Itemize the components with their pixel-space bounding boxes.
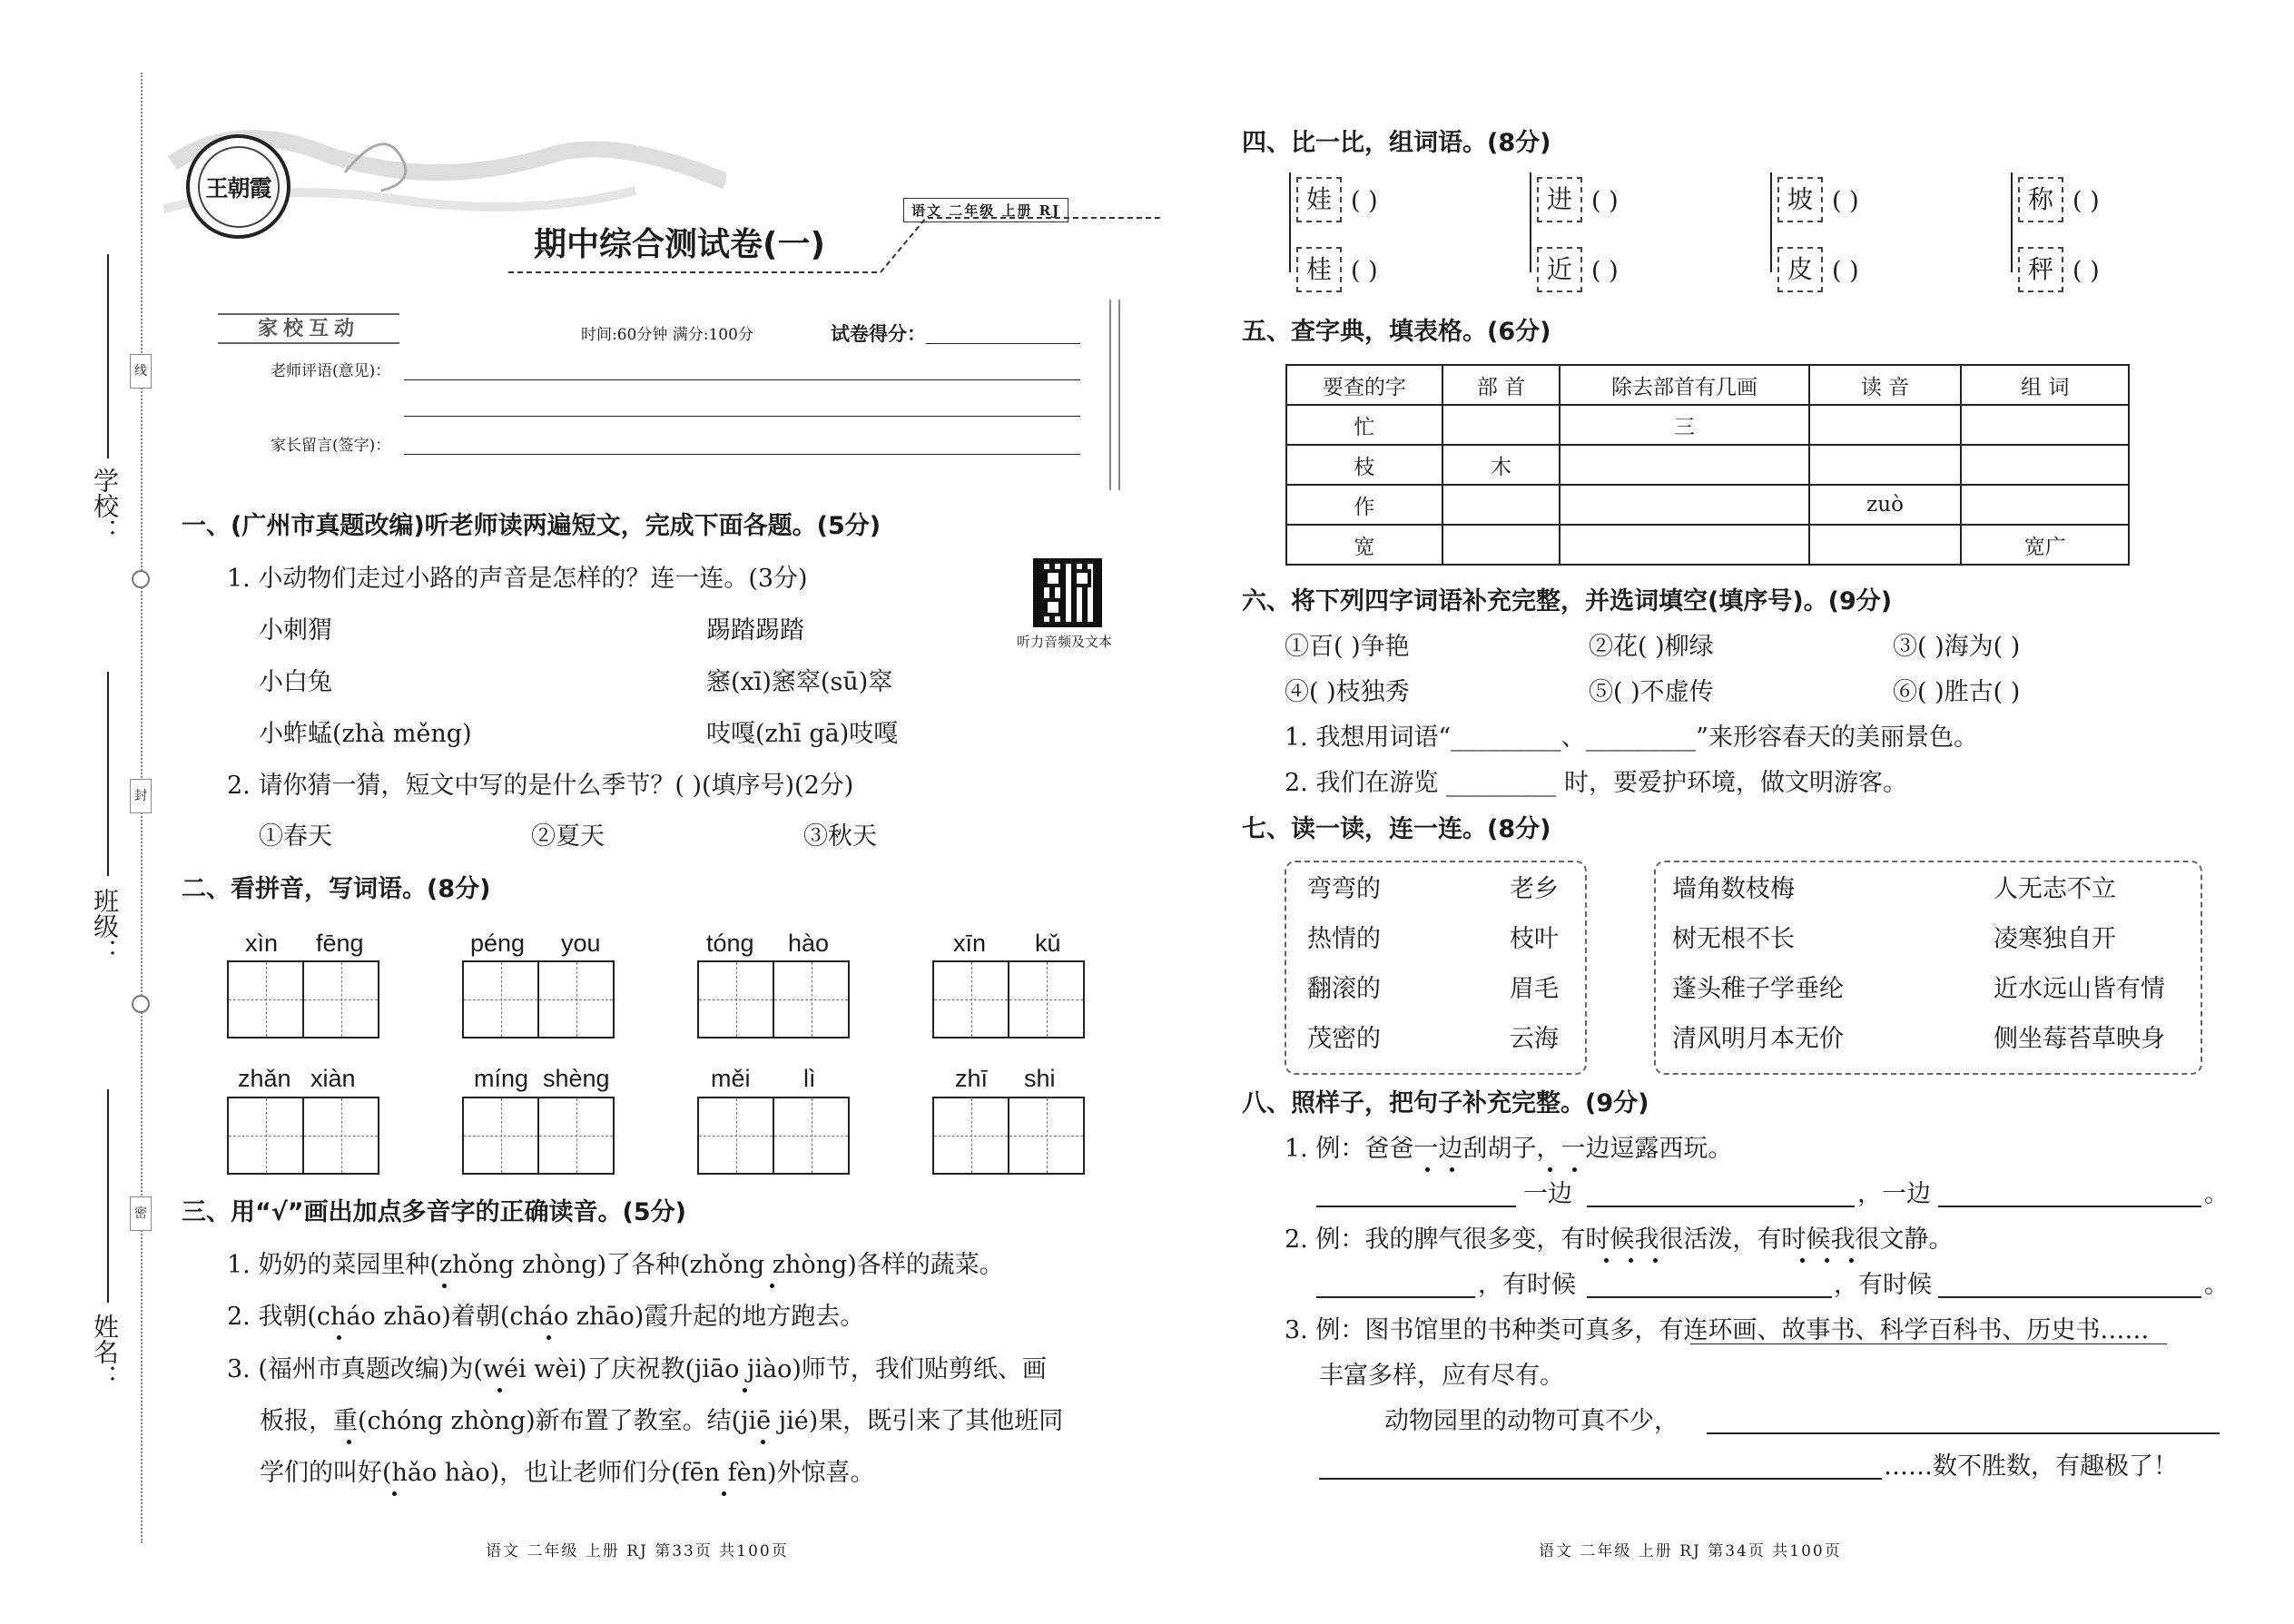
q8-connector: ，一边 <box>1857 1180 1931 1208</box>
qr-caption: 听力音频及文本 <box>1017 634 1113 650</box>
page-footer: 语文 二年级 上册 RJ 第33页 共100页 <box>486 1542 789 1560</box>
q1-right-item: 吱嘎(zhī gā)吱嘎 <box>706 720 899 748</box>
q6-sentence[interactable]: 2. 我们在游览 _________ 时，要爱护环境，做文明游客。 <box>1285 769 1908 797</box>
qr-code[interactable] <box>1033 558 1102 627</box>
group-bracket <box>2011 172 2013 272</box>
emphasis-dot <box>722 1491 726 1496</box>
char-box: 娃 <box>1296 177 1342 222</box>
idiom-item[interactable]: ⑥( )胜古( ) <box>1893 678 2021 706</box>
group-bracket <box>1530 172 1531 272</box>
family-school-badge: 家校互动 <box>218 313 399 344</box>
answer-paren[interactable]: ( ) <box>1832 187 1859 215</box>
answer-paren[interactable]: ( ) <box>1591 187 1619 215</box>
binding-hole <box>132 570 150 588</box>
table-header-row <box>1286 365 2129 405</box>
pinyin: you <box>561 930 601 957</box>
writing-grid[interactable] <box>932 1097 1085 1175</box>
name-label: 姓名： <box>90 1314 120 1390</box>
answer-paren[interactable]: ( ) <box>1832 257 1859 285</box>
table-row <box>1286 485 2129 525</box>
q2-title: 二、看拼音，写词语。(8分) <box>182 875 491 903</box>
comment-bracket <box>1109 300 1111 490</box>
teacher-comment-field[interactable] <box>404 379 1080 380</box>
pinyin: míng <box>474 1065 529 1092</box>
table-row <box>1286 445 2129 485</box>
q1-option: ①春天 <box>259 822 332 851</box>
q1-left-item: 小蚱蜢(zhà měng) <box>259 720 472 748</box>
q3-sentence: 3. (福州市真题改编)为(wéi wèi)了庆祝教(jiāo jiào)师节，我们贴剪纸、画 <box>227 1355 1047 1383</box>
page-footer: 语文 二年级 上册 RJ 第34页 共100页 <box>1539 1542 1842 1560</box>
table-row <box>1286 525 2129 565</box>
q8-example: 3. 例：图书馆里的书种类可真多，有连环画、故事书、科学百科书、历史书…… <box>1285 1316 2150 1344</box>
table-cell[interactable] <box>1961 405 2129 445</box>
match-item[interactable]: 人无志不立 <box>1994 875 2116 903</box>
q8-example: 2. 例：我的脾气很多变，有时候我很活泼，有时候我很文静。 <box>1285 1225 1954 1254</box>
table-row <box>1286 405 2129 445</box>
table-cell[interactable] <box>1560 525 1808 565</box>
pinyin: hào <box>788 930 830 957</box>
table-cell[interactable] <box>1809 445 1962 485</box>
match-item[interactable]: 近水远山皆有情 <box>1994 975 2165 1003</box>
table-cell: 作 <box>1286 485 1442 525</box>
idiom-item[interactable]: ②花( )柳绿 <box>1589 633 1714 661</box>
q8-connector: ，有时候 <box>1834 1271 1932 1299</box>
table-cell[interactable] <box>1442 485 1561 525</box>
column-header: 组 词 <box>1961 365 2129 405</box>
match-item[interactable]: 茂密的 <box>1307 1025 1381 1053</box>
subject-tag: 语文 二年级 上册 RJ <box>903 198 1068 222</box>
q1-left-item: 小刺猬 <box>259 616 332 645</box>
match-item[interactable]: 凌寒独自开 <box>1994 925 2116 953</box>
q5-title: 五、查字典，填表格。(6分) <box>1242 318 1551 346</box>
q8-prompt: ……数不胜数，有趣极了！ <box>1884 1452 2178 1481</box>
group-bracket <box>1289 172 1291 272</box>
match-item[interactable]: 清风明月本无价 <box>1672 1025 1844 1053</box>
writing-grid[interactable] <box>227 1097 379 1175</box>
answer-paren[interactable]: ( ) <box>2072 257 2100 285</box>
seal-mark: 封 <box>130 779 152 813</box>
table-cell: zuò <box>1809 485 1962 525</box>
answer-line[interactable] <box>1938 1296 2201 1298</box>
match-item[interactable]: 弯弯的 <box>1307 875 1381 903</box>
q8-title: 八、照样子，把句子补充完整。(9分) <box>1242 1089 1649 1117</box>
answer-paren[interactable]: ( ) <box>2072 187 2100 215</box>
column-header: 读 音 <box>1809 365 1962 405</box>
q1-right-item: 窸(xī)窸窣(sū)窣 <box>706 668 893 696</box>
q8-prompt: 动物园里的动物可真不少， <box>1384 1407 1679 1435</box>
score-field[interactable] <box>926 343 1080 344</box>
table-cell[interactable] <box>1809 405 1962 445</box>
table-cell: 宽广 <box>1961 525 2129 565</box>
emphasis-dot <box>743 1388 747 1393</box>
q3-sentence: 学们的叫好(hǎo hào)，也让老师们分(fēn fèn)外惊喜。 <box>260 1459 875 1487</box>
table-cell[interactable] <box>1809 525 1962 565</box>
answer-line[interactable] <box>1316 1206 1516 1207</box>
table-cell[interactable] <box>1961 445 2129 485</box>
pinyin: fēng <box>316 930 364 957</box>
match-item[interactable]: 枝叶 <box>1510 925 1559 953</box>
match-item[interactable]: 老乡 <box>1510 875 1559 903</box>
q1-option: ③秋天 <box>803 822 877 851</box>
teacher-comment-label: 老师评语(意见)： <box>271 362 391 380</box>
writing-grid[interactable] <box>227 960 379 1038</box>
emphasis-dot <box>337 1335 341 1340</box>
emphasis-dot <box>497 1388 502 1393</box>
pinyin: měi <box>711 1065 751 1092</box>
brand-logo: 王朝霞 <box>186 134 290 239</box>
writing-grid[interactable] <box>697 1097 850 1175</box>
parent-comment-field[interactable] <box>404 454 1080 455</box>
table-cell[interactable] <box>1560 445 1808 485</box>
q4-title: 四、比一比，组词语。(8分) <box>1242 129 1551 157</box>
q1-sub1: 1. 小动物们走过小路的声音是怎样的？连一连。(3分) <box>227 565 808 593</box>
pinyin: zhǎn <box>238 1065 291 1092</box>
pinyin: shi <box>1024 1065 1056 1092</box>
pinyin: xiàn <box>310 1065 356 1092</box>
idiom-item[interactable]: ③( )海为( ) <box>1893 633 2021 661</box>
pinyin: péng <box>470 930 526 957</box>
pinyin: tóng <box>706 930 754 957</box>
answer-line[interactable] <box>1707 1432 2220 1434</box>
q6-title: 六、将下列四字词语补充完整，并选词填空(填序号)。(9分) <box>1242 587 1893 615</box>
answer-paren[interactable]: ( ) <box>1591 257 1619 285</box>
emphasis-dot <box>1629 1258 1633 1263</box>
match-item[interactable]: 云海 <box>1510 1025 1559 1053</box>
char-box: 秤 <box>2018 247 2063 292</box>
answer-line[interactable] <box>1587 1206 1855 1207</box>
match-item[interactable]: 翻滚的 <box>1307 975 1381 1003</box>
pinyin: xìn <box>245 930 279 957</box>
answer-line[interactable] <box>1587 1296 1832 1298</box>
emphasis-dot <box>1572 1167 1577 1172</box>
emphasis-dot <box>546 1335 551 1340</box>
answer-line[interactable] <box>1316 1296 1475 1298</box>
match-item[interactable]: 热情的 <box>1307 925 1381 953</box>
emphasis-dot <box>1450 1167 1454 1172</box>
idiom-item[interactable]: ④( )枝独秀 <box>1285 678 1410 706</box>
q1-option: ②夏天 <box>531 822 605 851</box>
table-cell[interactable] <box>1961 485 2129 525</box>
pinyin: shèng <box>543 1065 610 1092</box>
class-field[interactable] <box>107 672 109 876</box>
match-item[interactable]: 眉毛 <box>1510 975 1559 1003</box>
comment-line[interactable] <box>404 416 1080 417</box>
q3-title: 三、用“√”画出加点多音字的正确读音。(5分) <box>182 1198 686 1226</box>
school-label: 学校： <box>90 468 120 544</box>
table-cell: 木 <box>1442 445 1561 485</box>
column-header: 部 首 <box>1442 365 1561 405</box>
q8-period: 。 <box>2204 1271 2229 1299</box>
emphasis-dot <box>347 1440 351 1444</box>
emphasis-dot <box>1604 1258 1609 1263</box>
emphasis-dot <box>761 1440 765 1444</box>
match-item[interactable]: 蓬头稚子学垂纶 <box>1672 975 1844 1003</box>
q8-connector: 一边 <box>1523 1180 1572 1208</box>
emphasis-dot <box>1825 1258 1829 1263</box>
seal-mark: 密 <box>130 1196 152 1231</box>
q3-sentence: 2. 我朝(cháo zhāo)着朝(cháo zhāo)霞升起的地方跑去。 <box>227 1303 865 1331</box>
char-box: 近 <box>1537 247 1582 292</box>
table-cell: 三 <box>1560 405 1808 445</box>
q1-left-item: 小白兔 <box>259 668 332 696</box>
idiom-item[interactable]: ①百( )争艳 <box>1285 633 1410 661</box>
table-cell: 忙 <box>1286 405 1442 445</box>
school-field[interactable] <box>107 254 109 458</box>
writing-grid[interactable] <box>697 960 850 1038</box>
match-item[interactable]: 树无根不长 <box>1672 925 1795 953</box>
emphasis-dot <box>1849 1258 1854 1263</box>
time-info: 时间:60分钟 满分:100分 <box>581 326 753 344</box>
writing-grid[interactable] <box>932 960 1085 1038</box>
answer-paren[interactable]: ( ) <box>1351 187 1378 215</box>
dictionary-table <box>1285 364 2130 566</box>
pinyin: lì <box>803 1065 816 1092</box>
table-cell[interactable] <box>1442 525 1561 565</box>
writing-grid[interactable] <box>462 1097 615 1175</box>
q3-sentence: 板报，重(chóng zhòng)新布置了教室。结(jiē jié)果，既引来了其他班同 <box>260 1407 1064 1435</box>
idiom-item[interactable]: ⑤( )不虚传 <box>1589 678 1714 706</box>
table-cell: 宽 <box>1286 525 1442 565</box>
match-item[interactable]: 墙角数枝梅 <box>1672 875 1795 903</box>
seal-mark: 线 <box>130 354 152 389</box>
page-title: 期中综合测试卷(一) <box>534 226 825 263</box>
q1-right-item: 踢踏踢踏 <box>706 616 804 645</box>
column-header: 要查的字 <box>1286 365 1442 405</box>
pinyin: xīn <box>953 930 987 957</box>
answer-paren[interactable]: ( ) <box>1351 257 1378 285</box>
table-cell[interactable] <box>1442 405 1561 445</box>
table-cell[interactable] <box>1560 485 1808 525</box>
emphasis-dot <box>1800 1258 1805 1263</box>
q8-period: 。 <box>2204 1180 2229 1208</box>
emphasis-dot <box>1548 1167 1552 1172</box>
name-field[interactable] <box>107 1089 109 1303</box>
q3-sentence: 1. 奶奶的菜园里种(zhǒng zhòng)了各种(zhǒng zhòng)各样的蔬菜。 <box>227 1251 1004 1279</box>
emphasis-dot <box>442 1284 447 1288</box>
binding-hole <box>132 995 150 1013</box>
char-box: 进 <box>1537 177 1582 222</box>
answer-line[interactable] <box>1319 1478 1882 1480</box>
q7-title: 七、读一读，连一连。(8分) <box>1242 815 1551 843</box>
comment-bracket <box>1118 300 1120 490</box>
q8-example: 丰富多样，应有尽有。 <box>1319 1362 1564 1390</box>
match-item[interactable]: 侧坐莓苔草映身 <box>1994 1025 2165 1053</box>
emphasis-dot <box>392 1491 397 1496</box>
parent-comment-label: 家长留言(签字)： <box>271 437 391 455</box>
pinyin: kǔ <box>1035 930 1061 957</box>
emphasis-dot <box>770 1284 774 1288</box>
q6-sentence[interactable]: 1. 我想用词语“_________、_________”来形容春天的美丽景色。 <box>1285 723 1978 752</box>
score-label: 试卷得分： <box>831 323 926 345</box>
writing-grid[interactable] <box>462 960 615 1038</box>
table-cell: 枝 <box>1286 445 1442 485</box>
group-bracket <box>1770 172 1772 272</box>
emphasis-dot <box>1425 1167 1430 1172</box>
char-box: 称 <box>2018 177 2063 222</box>
q8-connector: ，有时候 <box>1478 1271 1576 1299</box>
class-label: 班级： <box>90 888 120 964</box>
column-header: 除去部首有几画 <box>1560 365 1808 405</box>
q1-sub2: 2. 请你猜一猜，短文中写的是什么季节？( )(填序号)(2分) <box>227 772 854 800</box>
char-box: 坡 <box>1777 177 1823 222</box>
char-box: 皮 <box>1777 247 1823 292</box>
q8-example: 1. 例：爸爸一边刮胡子，一边逗露西玩。 <box>1285 1135 1733 1163</box>
emphasis-dot <box>1653 1258 1658 1263</box>
answer-line[interactable] <box>1938 1206 2201 1207</box>
pinyin: zhī <box>955 1065 989 1092</box>
char-box: 桂 <box>1296 247 1342 292</box>
q1-title: 一、(广州市真题改编)听老师读两遍短文，完成下面各题。(5分) <box>182 512 881 540</box>
example-underline <box>1690 1343 2167 1344</box>
